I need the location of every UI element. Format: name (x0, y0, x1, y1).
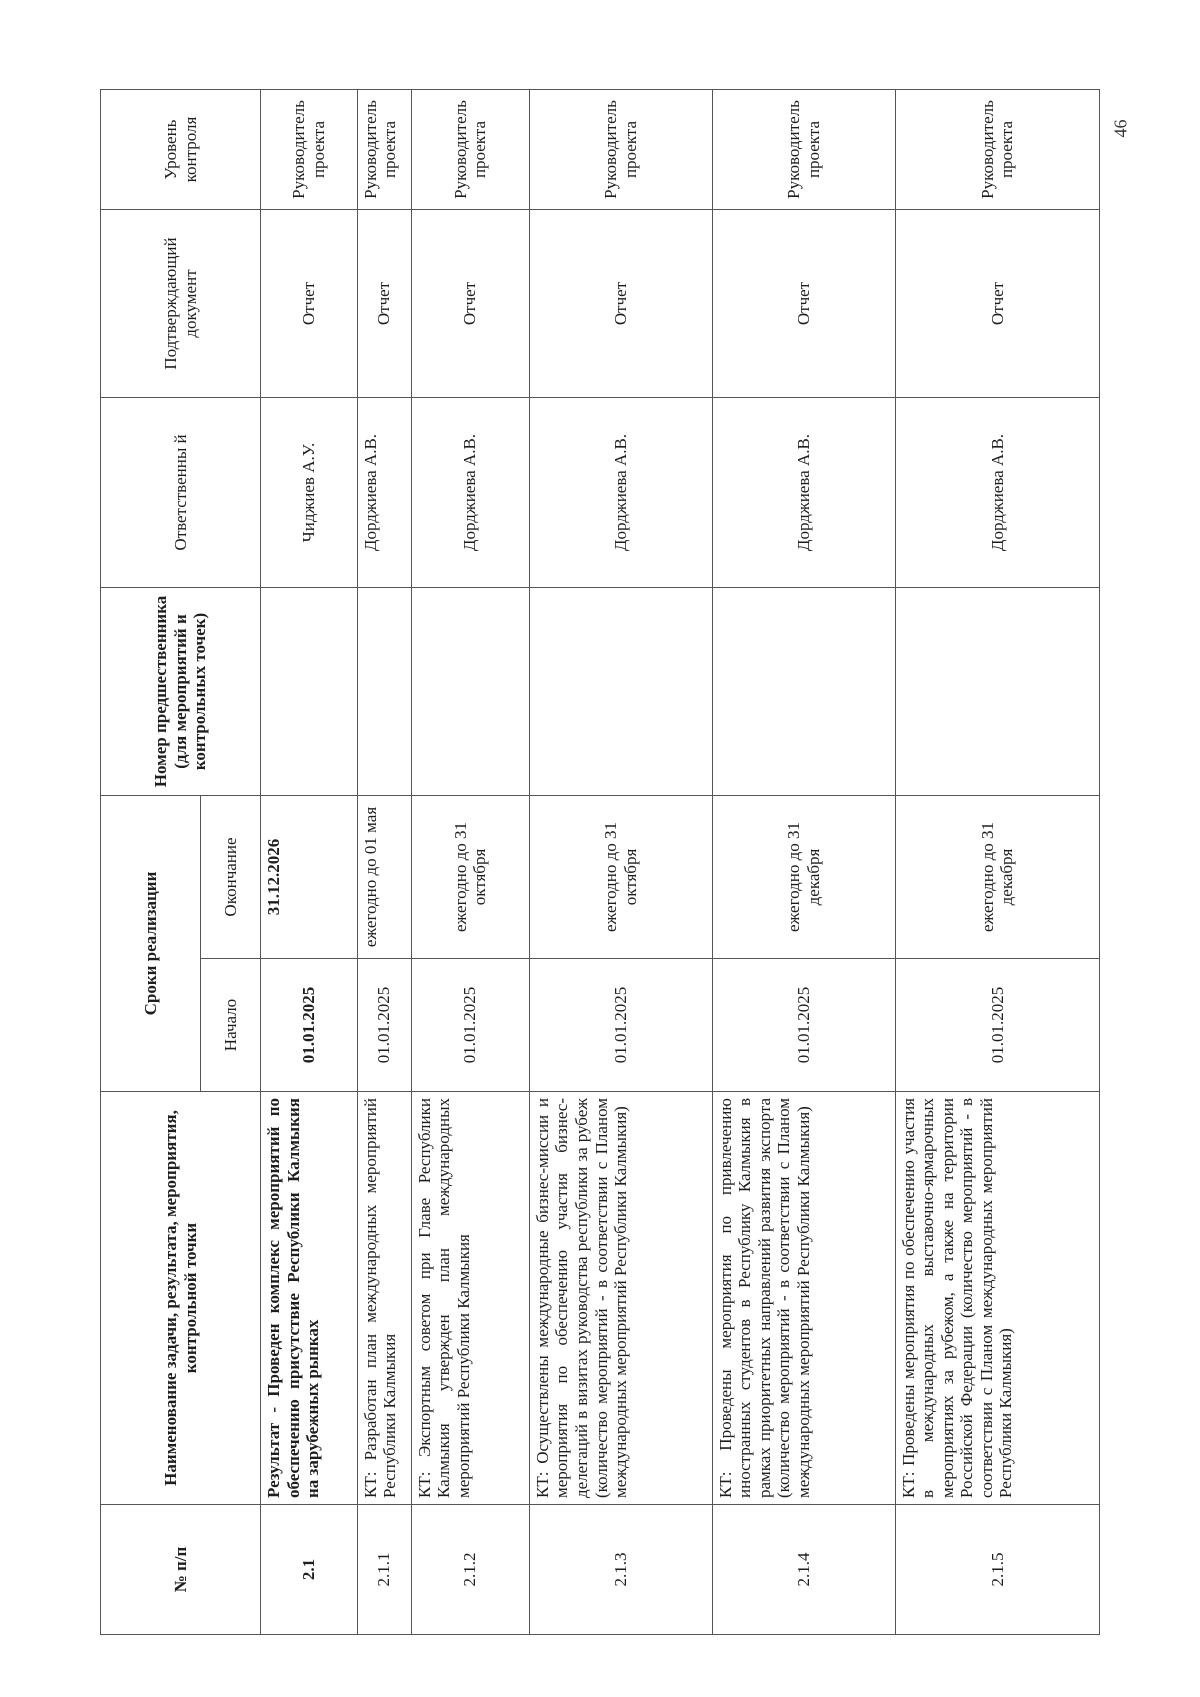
row-document: Отчет (357, 210, 411, 398)
row-end: ежегодно до 31 декабря (712, 796, 895, 959)
page-number: 46 (1110, 119, 1131, 138)
row-document: Отчет (712, 210, 895, 398)
row-control: Руководитель проекта (895, 90, 1099, 210)
header-row-1 (101, 90, 201, 1635)
row-control: Руководитель проекта (712, 90, 895, 210)
row-num: 2.1.1 (357, 1505, 411, 1635)
table-row (411, 90, 529, 1635)
row-control: Руководитель проекта (529, 90, 712, 210)
row-name: КТ: Осуществлены международные бизнес-миссии и мероприятия по обеспечению участия бизнес-делегаций в визитах руководства республики за рубеж (количество мероприятий - в соответствии с Планом международных мероприятий Республики Калмыкия) (529, 1092, 712, 1505)
row-name: КТ: Проведены мероприятия по обеспечению участия в международных выставочно-ярмарочных мероприятиях за рубежом, а также на территории Российской Федерации (количество мероприятий - в соответствии с Планом международных мероприятий Республики Калмыкия) (895, 1092, 1099, 1505)
row-end: ежегодно до 31 октября (529, 796, 712, 959)
row-end: 31.12.2026 (261, 796, 358, 959)
header-predecessor: Номер предшественника (для мероприятий и контрольных точек) (101, 588, 261, 796)
header-name: Наименование задачи, результата, мероприятия, контрольной точки (101, 1092, 261, 1505)
row-num: 2.1.4 (712, 1505, 895, 1635)
table-row (529, 90, 712, 1635)
plan-table (100, 89, 1100, 1635)
header-start: Начало (201, 959, 261, 1092)
row-start: 01.01.2025 (529, 959, 712, 1092)
row-predecessor (712, 588, 895, 796)
rotated-page (100, 90, 1100, 1635)
header-document: Подтверждающий документ (101, 210, 261, 398)
row-name: КТ: Проведены мероприятия по привлечению иностранных студентов в Республику Калмыкия в рамках приоритетных направлений развития экспорта (количество мероприятий - в соответствии с Планом международных мероприятий Республики Калмыкия) (712, 1092, 895, 1505)
row-end: ежегодно до 31 декабря (895, 796, 1099, 959)
row-num: 2.1 (261, 1505, 358, 1635)
row-responsible: Дорджиева А.В. (357, 398, 411, 588)
row-document: Отчет (261, 210, 358, 398)
row-control: Руководитель проекта (357, 90, 411, 210)
row-predecessor (357, 588, 411, 796)
header-num: № п/п (101, 1505, 261, 1635)
row-document: Отчет (895, 210, 1099, 398)
row-predecessor (261, 588, 358, 796)
row-start: 01.01.2025 (411, 959, 529, 1092)
header-responsible: Ответственны й (101, 398, 261, 588)
row-document: Отчет (411, 210, 529, 398)
row-end: ежегодно до 01 мая (357, 796, 411, 959)
table-row (261, 90, 358, 1635)
row-start: 01.01.2025 (357, 959, 411, 1092)
row-responsible: Дорджиева А.В. (712, 398, 895, 588)
row-start: 01.01.2025 (261, 959, 358, 1092)
header-end: Окончание (201, 796, 261, 959)
row-predecessor (895, 588, 1099, 796)
row-num: 2.1.2 (411, 1505, 529, 1635)
row-end: ежегодно до 31 октября (411, 796, 529, 959)
header-terms: Сроки реализации (101, 796, 201, 1092)
table-row (357, 90, 411, 1635)
table-row (895, 90, 1099, 1635)
row-responsible: Чиджиев А.У. (261, 398, 358, 588)
row-predecessor (411, 588, 529, 796)
row-num: 2.1.5 (895, 1505, 1099, 1635)
row-responsible: Дорджиева А.В. (895, 398, 1099, 588)
row-name: КТ: Экспортным советом при Главе Республики Калмыкия утвержден план международных мероприятий Республики Калмыкия (411, 1092, 529, 1505)
row-num: 2.1.3 (529, 1505, 712, 1635)
header-control: Уровень контроля (101, 90, 261, 210)
row-control: Руководитель проекта (411, 90, 529, 210)
row-control: Руководитель проекта (261, 90, 358, 210)
row-document: Отчет (529, 210, 712, 398)
row-start: 01.01.2025 (712, 959, 895, 1092)
row-responsible: Дорджиева А.В. (529, 398, 712, 588)
row-name: КТ: Разработан план международных мероприятий Республики Калмыкия (357, 1092, 411, 1505)
row-predecessor (529, 588, 712, 796)
row-start: 01.01.2025 (895, 959, 1099, 1092)
row-responsible: Дорджиева А.В. (411, 398, 529, 588)
table-row (712, 90, 895, 1635)
row-name: Результат - Проведен комплекс мероприятий по обеспечению присутствие Республики Калмыкия на зарубежных рынках (261, 1092, 358, 1505)
